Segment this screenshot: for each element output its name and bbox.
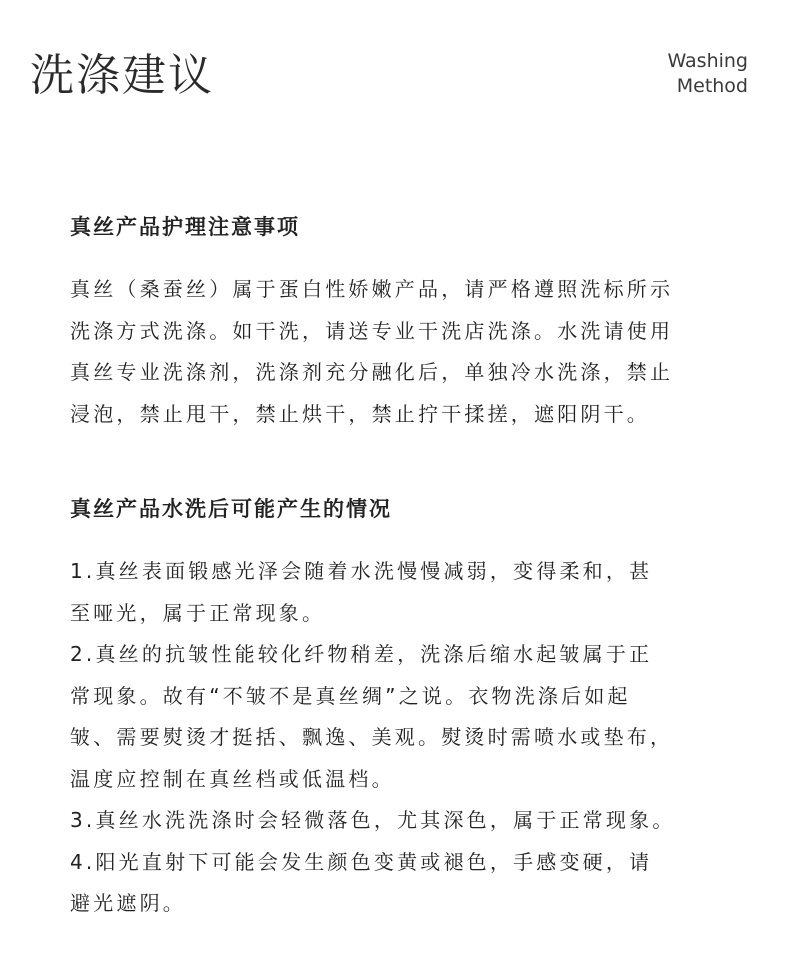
section-heading: 真丝产品水洗后可能产生的情况 — [70, 497, 392, 521]
text-line: 浸泡，禁止甩干，禁止烘干，禁止拧干揉搓，遮阳阴干。 — [70, 401, 650, 426]
text-line: 真丝专业洗涤剂，洗涤剂充分融化后，单独冷水洗涤，禁止 — [70, 360, 674, 384]
text-line: 常现象。故有“不皱不是真丝绸”之说。衣物洗涤后如起 — [70, 683, 631, 708]
care-notes-paragraph — [70, 269, 730, 435]
care-notes-section — [70, 210, 730, 435]
text-line: 洗涤方式洗涤。如干洗，请送专业干洗店洗涤。水洗请使用 — [70, 318, 674, 343]
section-heading: 真丝产品护理注意事项 — [70, 215, 300, 239]
text-line: 1.真丝表面锻感光泽会随着水洗慢慢减弱，变得柔和，甚 — [70, 559, 653, 583]
text-line: 真丝（桑蚕丝）属于蛋白性娇嫩产品，请严格遵照洗标所示 — [70, 277, 674, 301]
text-line: 2.真丝的抗皱性能较化纤物稍差，洗涤后缩水起皱属于正 — [70, 642, 653, 666]
after-wash-section — [70, 492, 730, 925]
subtitle-line: Method — [676, 75, 748, 97]
text-line: 3.真丝水洗洗涤时会轻微落色，尤其深色，属于正常现象。 — [70, 808, 676, 832]
subtitle — [667, 49, 748, 99]
after-wash-list — [70, 551, 730, 925]
text-line: 至哑光，属于正常现象。 — [70, 600, 326, 625]
text-line: 4.阳光直射下可能会发生颜色变黄或褪色，手感变硬，请 — [70, 849, 653, 874]
text-line: 皱、需要熨烫才挺括、飘逸、美观。熨烫时需喷水或垫布， — [70, 725, 674, 749]
text-line: 避光遮阴。 — [70, 891, 186, 915]
page-title: 洗涤建议 — [30, 50, 214, 101]
text-line: 温度应控制在真丝档或低温档。 — [70, 766, 395, 791]
subtitle-line: Washing — [667, 50, 748, 72]
